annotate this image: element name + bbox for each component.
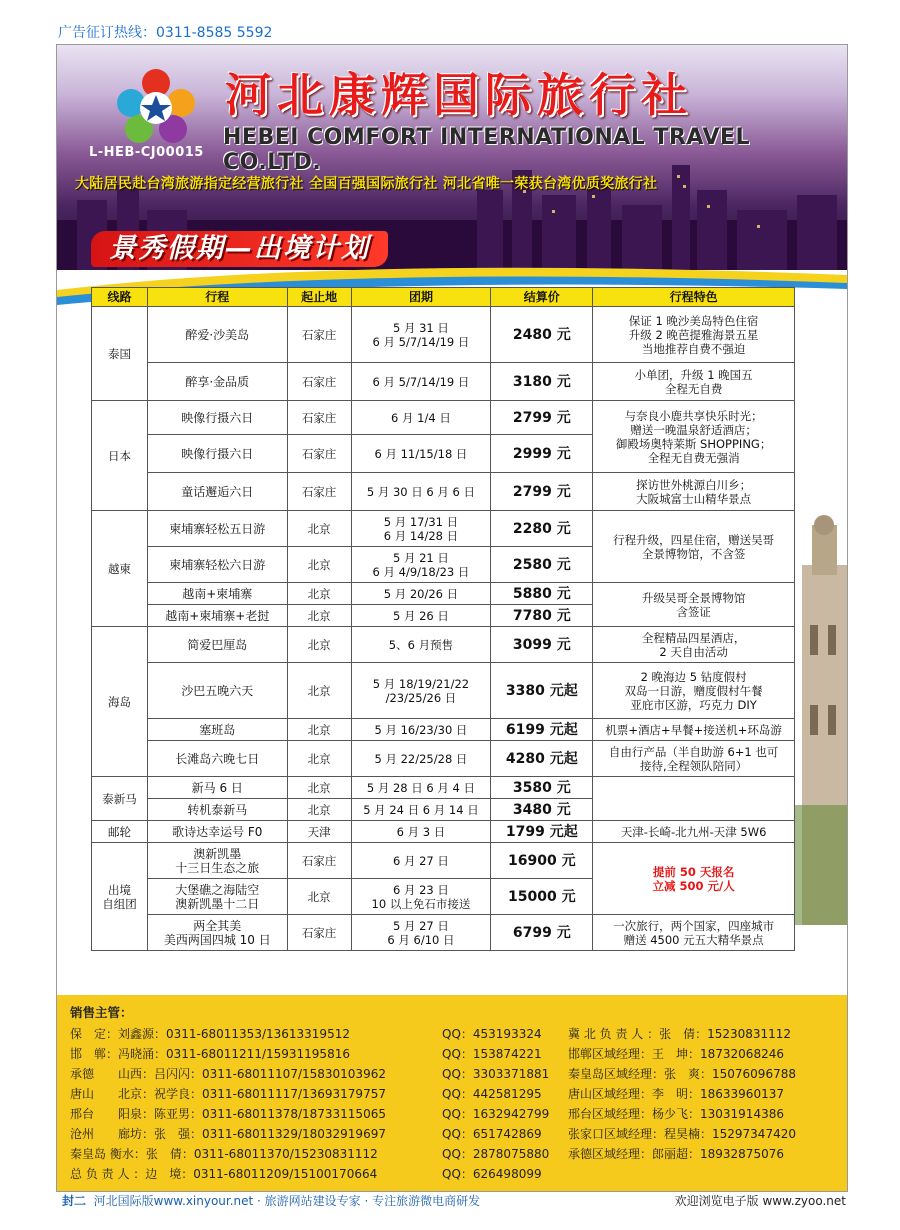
features-cell: 2 晚海边 5 钻度假村 双岛一日游，赠度假村午餐 亚庇市区游，巧克力 DIY bbox=[593, 663, 795, 719]
price-cell: 3480 元 bbox=[491, 799, 593, 821]
page-frame bbox=[56, 44, 848, 1192]
table-row bbox=[92, 627, 795, 663]
landmark-decoration bbox=[792, 505, 847, 925]
col-header-line: 线路 bbox=[92, 288, 148, 307]
route-cell: 映像行摄六日 bbox=[147, 435, 287, 473]
features-cell-empty bbox=[593, 777, 795, 821]
region-cell: 邮轮 bbox=[92, 821, 148, 843]
contact-manager: 邢台区域经理：杨少飞：13031914386 bbox=[568, 1107, 784, 1121]
table-row bbox=[92, 401, 795, 435]
from-cell: 北京 bbox=[287, 777, 351, 799]
table-row bbox=[92, 741, 795, 777]
from-cell: 北京 bbox=[287, 719, 351, 741]
features-cell: 一次旅行，两个国家，四座城市 赠送 4500 元五大精华景点 bbox=[593, 915, 795, 951]
table-row bbox=[92, 663, 795, 719]
dates-cell: 5 月 20/26 日 bbox=[351, 583, 491, 605]
contact-qq: QQ：1632942799 bbox=[442, 1107, 550, 1121]
route-cell: 新马 6 日 bbox=[147, 777, 287, 799]
dates-cell: 5 月 16/23/30 日 bbox=[351, 719, 491, 741]
table-row bbox=[92, 915, 795, 951]
from-cell: 北京 bbox=[287, 511, 351, 547]
region-cell: 泰国 bbox=[92, 307, 148, 401]
from-cell: 北京 bbox=[287, 663, 351, 719]
route-cell: 映像行摄六日 bbox=[147, 401, 287, 435]
from-cell: 石家庄 bbox=[287, 843, 351, 879]
company-title-en: HEBEI COMFORT INTERNATIONAL TRAVEL CO.LTD. bbox=[223, 125, 751, 175]
route-cell: 歌诗达幸运号 F0 bbox=[147, 821, 287, 843]
section-banner: 景秀假期—出境计划 bbox=[91, 231, 388, 267]
features-cell: 机票+酒店+早餐+接送机+环岛游 bbox=[593, 719, 795, 741]
dates-cell: 5 月 28 日 6 月 4 日 bbox=[351, 777, 491, 799]
price-cell: 3580 元 bbox=[491, 777, 593, 799]
company-tagline: 大陆居民赴台湾旅游指定经营旅行社 全国百强国际旅行社 河北省唯一荣获台湾优质奖旅行社 bbox=[75, 176, 658, 192]
contact-manager: 唐山区域经理：李 明：18633960137 bbox=[568, 1087, 784, 1101]
contact-qq: QQ：153874221 bbox=[442, 1047, 542, 1061]
price-cell: 1799 元起 bbox=[491, 821, 593, 843]
contact-manager: 冀 北 负 责 人 ：张 倩：15230831112 bbox=[568, 1027, 792, 1041]
col-header-price: 结算价 bbox=[491, 288, 593, 307]
contact-manager: 邯郸区域经理：王 坤：18732068246 bbox=[568, 1047, 784, 1061]
route-cell: 越南+柬埔寨 bbox=[147, 583, 287, 605]
price-cell: 2480 元 bbox=[491, 307, 593, 363]
dates-cell: 6 月 5/7/14/19 日 bbox=[351, 363, 491, 401]
from-cell: 石家庄 bbox=[287, 363, 351, 401]
route-cell: 柬埔寨轻松五日游 bbox=[147, 511, 287, 547]
contact-person: 秦皇岛 衡水：张 倩：0311-68011370/15230831112 bbox=[70, 1147, 378, 1161]
table-row bbox=[92, 843, 795, 879]
dates-cell: 5 月 30 日 6 月 6 日 bbox=[351, 473, 491, 511]
contact-footer bbox=[57, 995, 847, 1191]
dates-cell: 5 月 27 日 6 月 6/10 日 bbox=[351, 915, 491, 951]
contact-qq: QQ：2878075880 bbox=[442, 1147, 550, 1161]
features-cell: 与奈良小鹿共享快乐时光； 赠送一晚温泉舒适酒店； 御殿场奥特莱斯 SHOPPING； 全程无自费无强消 bbox=[593, 401, 795, 473]
table-row bbox=[92, 821, 795, 843]
route-cell: 简爱巴厘岛 bbox=[147, 627, 287, 663]
contact-person: 沧州 廊坊：张 强：0311-68011329/18032919697 bbox=[70, 1127, 386, 1141]
from-cell: 北京 bbox=[287, 799, 351, 821]
dates-cell: 5 月 17/31 日 6 月 14/28 日 bbox=[351, 511, 491, 547]
features-cell: 全程精品四星酒店， 2 天自由活动 bbox=[593, 627, 795, 663]
company-title-cn: 河北康辉国际旅行社 bbox=[225, 68, 693, 122]
price-cell: 15000 元 bbox=[491, 879, 593, 915]
table-row bbox=[92, 473, 795, 511]
route-cell: 塞班岛 bbox=[147, 719, 287, 741]
from-cell: 天津 bbox=[287, 821, 351, 843]
price-cell: 3180 元 bbox=[491, 363, 593, 401]
tour-plan-table bbox=[91, 287, 795, 951]
route-cell: 越南+柬埔寨+老挝 bbox=[147, 605, 287, 627]
price-cell: 3380 元起 bbox=[491, 663, 593, 719]
col-header-from: 起止地 bbox=[287, 288, 351, 307]
contact-person: 邯 郸：冯晓涌：0311-68011211/15931195816 bbox=[70, 1047, 350, 1061]
dates-cell: 6 月 23 日 10 以上免石市接送 bbox=[351, 879, 491, 915]
price-cell: 2799 元 bbox=[491, 473, 593, 511]
bottom-bar bbox=[56, 1190, 846, 1210]
region-cell: 海岛 bbox=[92, 627, 148, 777]
table-row bbox=[92, 511, 795, 547]
from-cell: 石家庄 bbox=[287, 915, 351, 951]
dates-cell: 6 月 11/15/18 日 bbox=[351, 435, 491, 473]
from-cell: 石家庄 bbox=[287, 473, 351, 511]
company-logo bbox=[101, 63, 211, 153]
price-cell: 2580 元 bbox=[491, 547, 593, 583]
price-cell: 6199 元起 bbox=[491, 719, 593, 741]
dates-cell: 5 月 22/25/28 日 bbox=[351, 741, 491, 777]
price-cell: 3099 元 bbox=[491, 627, 593, 663]
dates-cell: 5、6 月预售 bbox=[351, 627, 491, 663]
table-row bbox=[92, 777, 795, 799]
features-cell: 保证 1 晚沙美岛特色住宿 升级 2 晚芭提雅海景五星 当地推荐自费不强迫 bbox=[593, 307, 795, 363]
bottom-left bbox=[62, 1192, 480, 1209]
contact-manager: 秦皇岛区域经理：张 爽：15076096788 bbox=[568, 1067, 796, 1081]
table-row bbox=[92, 307, 795, 363]
region-cell: 出境 自组团 bbox=[92, 843, 148, 951]
route-cell: 童话邂逅六日 bbox=[147, 473, 287, 511]
contact-qq: QQ：453193324 bbox=[442, 1027, 542, 1041]
from-cell: 石家庄 bbox=[287, 435, 351, 473]
from-cell: 石家庄 bbox=[287, 307, 351, 363]
route-cell: 醉爱·沙美岛 bbox=[147, 307, 287, 363]
features-cell: 升级吴哥全景博物馆 含签证 bbox=[593, 583, 795, 627]
contact-qq: QQ：626498099 bbox=[442, 1167, 542, 1181]
route-cell: 沙巴五晚六天 bbox=[147, 663, 287, 719]
bottom-right-link[interactable]: 欢迎浏览电子版 www.zyoo.net bbox=[674, 1194, 846, 1208]
bottom-left-text[interactable]: 河北国际版www.xinyour.net · 旅游网站建设专家 · 专注旅游微电商研发 bbox=[93, 1194, 481, 1208]
price-cell: 6799 元 bbox=[491, 915, 593, 951]
from-cell: 北京 bbox=[287, 627, 351, 663]
dates-cell: 5 月 24 日 6 月 14 日 bbox=[351, 799, 491, 821]
contact-person: 唐山 北京：祝学良：0311-68011117/13693179757 bbox=[70, 1087, 386, 1101]
contact-manager: 张家口区域经理：程昊楠：15297347420 bbox=[568, 1127, 796, 1141]
contact-title: 销售主管： bbox=[70, 1005, 133, 1020]
contact-manager: 承德区域经理：郎丽超：18932875076 bbox=[568, 1147, 784, 1161]
contact-person: 承德 山西：吕闪闪：0311-68011107/15830103962 bbox=[70, 1067, 386, 1081]
dates-cell: 5 月 31 日 6 月 5/7/14/19 日 bbox=[351, 307, 491, 363]
route-cell: 醉享·金品质 bbox=[147, 363, 287, 401]
table-row bbox=[92, 363, 795, 401]
contact-person: 保 定：刘鑫源：0311-68011353/13613319512 bbox=[70, 1027, 350, 1041]
region-cell: 越柬 bbox=[92, 511, 148, 627]
route-cell: 长滩岛六晚七日 bbox=[147, 741, 287, 777]
dates-cell: 5 月 18/19/21/22 /23/25/26 日 bbox=[351, 663, 491, 719]
table-row bbox=[92, 583, 795, 605]
table-header-row bbox=[92, 288, 795, 307]
license-number: L-HEB-CJ00015 bbox=[89, 145, 204, 160]
price-cell: 5880 元 bbox=[491, 583, 593, 605]
dates-cell: 5 月 26 日 bbox=[351, 605, 491, 627]
price-cell: 2799 元 bbox=[491, 401, 593, 435]
table-row bbox=[92, 719, 795, 741]
dates-cell: 6 月 27 日 bbox=[351, 843, 491, 879]
contact-qq: QQ：651742869 bbox=[442, 1127, 542, 1141]
page-label: 封二 bbox=[62, 1194, 87, 1208]
features-cell: 自由行产品（半自助游 6+1 也可 接待,全程领队陪同） bbox=[593, 741, 795, 777]
price-cell: 16900 元 bbox=[491, 843, 593, 879]
col-header-features: 行程特色 bbox=[593, 288, 795, 307]
region-cell: 泰新马 bbox=[92, 777, 148, 821]
features-cell: 探访世外桃源白川乡； 大阪城富士山精华景点 bbox=[593, 473, 795, 511]
route-cell: 柬埔寨轻松六日游 bbox=[147, 547, 287, 583]
contact-qq: QQ：442581295 bbox=[442, 1087, 542, 1101]
dates-cell: 6 月 3 日 bbox=[351, 821, 491, 843]
price-cell: 2280 元 bbox=[491, 511, 593, 547]
features-cell-promo: 提前 50 天报名 立减 500 元/人 bbox=[593, 843, 795, 915]
price-cell: 2999 元 bbox=[491, 435, 593, 473]
from-cell: 北京 bbox=[287, 741, 351, 777]
route-cell: 澳新凯墨 十三日生态之旅 bbox=[147, 843, 287, 879]
ad-hotline: 广告征订热线：0311-8585 5592 bbox=[58, 25, 273, 41]
price-cell: 4280 元起 bbox=[491, 741, 593, 777]
features-cell: 小单团，升级 1 晚国五 全程无自费 bbox=[593, 363, 795, 401]
features-cell: 行程升级，四星住宿，赠送吴哥 全景博物馆，不含签 bbox=[593, 511, 795, 583]
col-header-dates: 团期 bbox=[351, 288, 491, 307]
features-cell: 天津-长崎-北九州-天津 5W6 bbox=[593, 821, 795, 843]
price-cell: 7780 元 bbox=[491, 605, 593, 627]
region-cell: 日本 bbox=[92, 401, 148, 511]
contact-person: 总 负 责 人 ：边 境：0311-68011209/15100170664 bbox=[70, 1167, 378, 1181]
contact-person: 邢台 阳泉：陈亚男：0311-68011378/18733115065 bbox=[70, 1107, 386, 1121]
route-cell: 两全其美 美西两国四城 10 日 bbox=[147, 915, 287, 951]
dates-cell: 6 月 1/4 日 bbox=[351, 401, 491, 435]
from-cell: 石家庄 bbox=[287, 401, 351, 435]
route-cell: 转机泰新马 bbox=[147, 799, 287, 821]
col-header-route: 行程 bbox=[147, 288, 287, 307]
from-cell: 北京 bbox=[287, 583, 351, 605]
from-cell: 北京 bbox=[287, 879, 351, 915]
dates-cell: 5 月 21 日 6 月 4/9/18/23 日 bbox=[351, 547, 491, 583]
route-cell: 大堡礁之海陆空 澳新凯墨十二日 bbox=[147, 879, 287, 915]
from-cell: 北京 bbox=[287, 605, 351, 627]
contact-qq: QQ：3303371881 bbox=[442, 1067, 550, 1081]
from-cell: 北京 bbox=[287, 547, 351, 583]
